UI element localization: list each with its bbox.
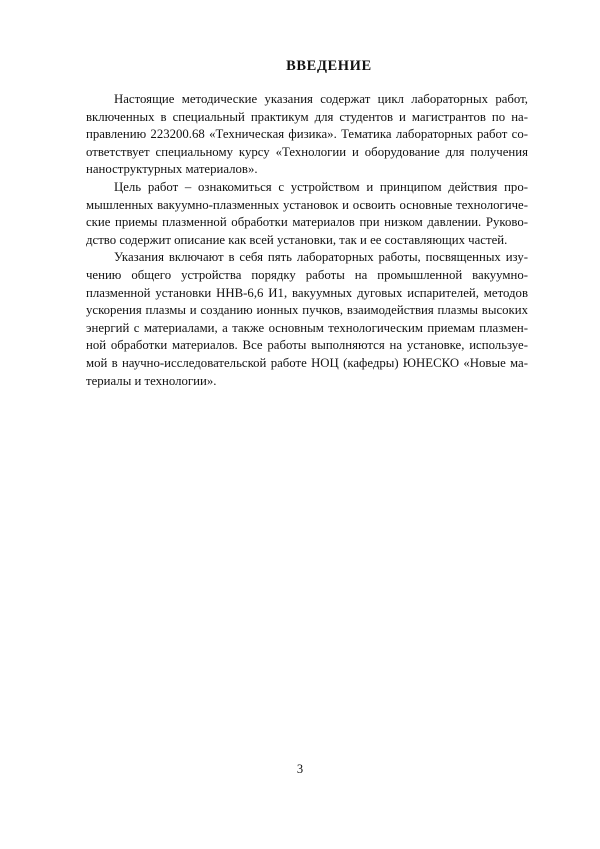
section-heading: ВВЕДЕНИЕ bbox=[286, 58, 372, 74]
paragraph-intro: Настоящие методические указания содержат цикл лабораторных работ, включенных в специальный практикум для студентов и магистрантов по направлению 223200.68 «Техническая физика». Тематика лабораторных работ соответствует специальному курсу «Технологии и оборудование для получения наноструктурных материалов». bbox=[86, 92, 528, 177]
page-body bbox=[86, 58, 528, 390]
paragraph-goal: Цель работ – ознакомиться с устройством и принципом действия промышленных вакуумно-плазменных установок и освоить основные технологические приемы плазменной обработки материалов при низком давлении. Руководство содержит описание как всей установки, так и ее составляющих частей. bbox=[86, 179, 528, 247]
page-number: 3 bbox=[296, 762, 304, 776]
paragraph-contents: Указания включают в себя пять лабораторных работы, посвященных изучению общего устройства порядку работы на промышленной вакуумно-плазменной установки ННВ-6,6 И1, вакуумных дуговых испарителей, методов ускорения плазмы и созданию ионных пучков, взаимодействия плазмы высоких энергий с материалами, а также основным технологическим приемам плазменной обработки материалов. Все работы выполняются на установке, используемой в научно-исследовательской работе НОЦ (кафедры) ЮНЕСКО «Новые материалы и технологии». bbox=[86, 250, 528, 388]
